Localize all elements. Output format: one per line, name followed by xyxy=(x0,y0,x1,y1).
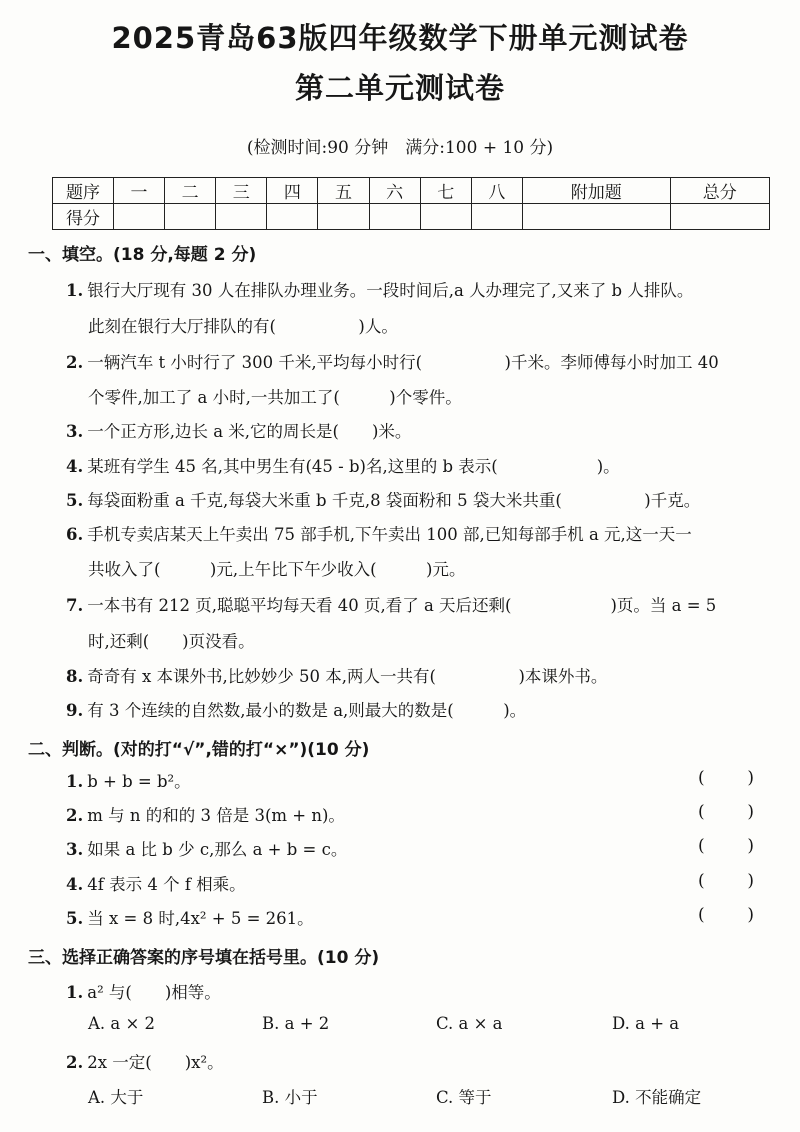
paren-close: ) xyxy=(747,905,754,925)
question-text-continued: 时,还剩( )页没看。 xyxy=(88,632,255,651)
score-table-header-row xyxy=(53,178,770,204)
question-number: 3. xyxy=(66,422,84,441)
judge-item xyxy=(66,871,778,895)
option-b[interactable]: B. 小于 xyxy=(262,1088,318,1107)
question-text: 手机专卖店某天上午卖出 75 部手机,下午卖出 100 部,已知每部手机 a 元,这一天一 xyxy=(87,525,692,544)
question-text: b + b = b²。 xyxy=(87,772,191,791)
answer-paren[interactable] xyxy=(698,905,754,925)
question-text: m 与 n 的和的 3 倍是 3(m + n)。 xyxy=(87,806,345,825)
score-input-cell[interactable] xyxy=(522,204,670,230)
score-row-label: 得分 xyxy=(53,204,114,230)
score-input-cell[interactable] xyxy=(318,204,369,230)
question-number: 6. xyxy=(66,525,84,544)
score-input-cell[interactable] xyxy=(471,204,522,230)
score-cell: 五 xyxy=(318,178,369,204)
judge-item xyxy=(66,802,778,826)
score-input-cell[interactable] xyxy=(670,204,769,230)
paren-open: ( xyxy=(698,836,705,856)
question-item xyxy=(66,418,778,442)
section-heading-multiple-choice: 三、选择正确答案的序号填在括号里。(10 分) xyxy=(28,948,380,968)
option-c[interactable]: C. 等于 xyxy=(436,1088,492,1107)
score-cell: 四 xyxy=(267,178,318,204)
score-input-cell[interactable] xyxy=(114,204,165,230)
paren-open: ( xyxy=(698,802,705,822)
question-text: 如果 a 比 b 少 c,那么 a + b = c。 xyxy=(87,840,348,859)
question-text-continued: 个零件,加工了 a 小时,一共加工了( )个零件。 xyxy=(88,388,462,407)
score-input-cell[interactable] xyxy=(369,204,420,230)
paren-close: ) xyxy=(747,836,754,856)
question-item xyxy=(66,277,778,301)
option-a[interactable]: A. 大于 xyxy=(88,1088,144,1107)
score-cell: 题序 xyxy=(53,178,114,204)
score-cell: 一 xyxy=(114,178,165,204)
question-text: 奇奇有 x 本课外书,比妙妙少 50 本,两人一共有( )本课外书。 xyxy=(87,667,608,686)
judge-item xyxy=(66,905,778,929)
judge-item xyxy=(66,836,778,860)
question-item xyxy=(66,697,778,721)
question-number: 7. xyxy=(66,596,84,615)
question-text-continued: 此刻在银行大厅排队的有( )人。 xyxy=(88,317,398,336)
score-cell: 六 xyxy=(369,178,420,204)
option-a[interactable]: A. a × 2 xyxy=(88,1014,156,1033)
answer-paren[interactable] xyxy=(698,871,754,891)
question-number: 4. xyxy=(66,457,84,476)
question-text: 每袋面粉重 a 千克,每袋大米重 b 千克,8 袋面粉和 5 袋大米共重( )千克。 xyxy=(87,491,701,510)
score-table-score-row xyxy=(53,204,770,230)
page-title: 2025青岛63版四年级数学下册单元测试卷 xyxy=(111,21,689,55)
question-number: 5. xyxy=(66,491,84,510)
question-text: 有 3 个连续的自然数,最小的数是 a,则最大的数是( )。 xyxy=(87,701,527,720)
option-d[interactable]: D. 不能确定 xyxy=(612,1088,702,1107)
paren-open: ( xyxy=(698,905,705,925)
option-c[interactable]: C. a × a xyxy=(436,1014,503,1033)
question-text: 某班有学生 45 名,其中男生有(45 - b)名,这里的 b 表示( )。 xyxy=(87,457,620,476)
paren-open: ( xyxy=(698,768,705,788)
paren-close: ) xyxy=(747,871,754,891)
choice-item xyxy=(66,979,778,1003)
score-cell: 总分 xyxy=(670,178,769,204)
question-text: 4f 表示 4 个 f 相乘。 xyxy=(87,875,246,894)
question-item xyxy=(66,592,778,616)
question-text: 一辆汽车 t 小时行了 300 千米,平均每小时行( )千米。李师傅每小时加工 40 xyxy=(87,353,719,372)
question-number: 1. xyxy=(66,983,84,1002)
answer-paren[interactable] xyxy=(698,768,754,788)
score-input-cell[interactable] xyxy=(420,204,471,230)
question-text-continued: 共收入了( )元,上午比下午少收入( )元。 xyxy=(88,560,466,579)
judge-item xyxy=(66,768,778,792)
score-cell: 附加题 xyxy=(522,178,670,204)
question-item xyxy=(66,453,778,477)
exam-meta: (检测时间:90 分钟 满分:100 + 10 分) xyxy=(246,138,554,158)
page-subtitle: 第二单元测试卷 xyxy=(294,71,505,105)
option-d[interactable]: D. a + a xyxy=(612,1014,680,1033)
question-number: 8. xyxy=(66,667,84,686)
question-text: 2x 一定( )x²。 xyxy=(87,1053,224,1072)
answer-paren[interactable] xyxy=(698,836,754,856)
question-text: a² 与( )相等。 xyxy=(87,983,221,1002)
question-item xyxy=(66,349,778,373)
question-item xyxy=(66,487,778,511)
question-text: 一个正方形,边长 a 米,它的周长是( )米。 xyxy=(87,422,412,441)
question-number: 1. xyxy=(66,772,84,791)
question-number: 9. xyxy=(66,701,84,720)
question-number: 4. xyxy=(66,875,84,894)
question-number: 5. xyxy=(66,909,84,928)
question-number: 2. xyxy=(66,1053,84,1072)
question-number: 3. xyxy=(66,840,84,859)
score-cell: 七 xyxy=(420,178,471,204)
question-text: 银行大厅现有 30 人在排队办理业务。一段时间后,a 人办理完了,又来了 b 人排队。 xyxy=(87,281,694,300)
score-input-cell[interactable] xyxy=(267,204,318,230)
paren-close: ) xyxy=(747,802,754,822)
choice-item xyxy=(66,1049,778,1073)
option-b[interactable]: B. a + 2 xyxy=(262,1014,330,1033)
section-heading-fill-blank: 一、填空。(18 分,每题 2 分) xyxy=(28,245,257,265)
score-cell: 八 xyxy=(471,178,522,204)
question-item xyxy=(66,663,778,687)
question-number: 1. xyxy=(66,281,84,300)
score-table xyxy=(52,177,770,230)
score-cell: 三 xyxy=(216,178,267,204)
section-heading-true-false: 二、判断。(对的打“√”,错的打“×”)(10 分) xyxy=(28,740,370,760)
score-input-cell[interactable] xyxy=(165,204,216,230)
paren-open: ( xyxy=(698,871,705,891)
question-number: 2. xyxy=(66,353,84,372)
question-text: 当 x = 8 时,4x² + 5 = 261。 xyxy=(87,909,314,928)
paren-close: ) xyxy=(747,768,754,788)
question-text: 一本书有 212 页,聪聪平均每天看 40 页,看了 a 天后还剩( )页。当 a = 5 xyxy=(87,596,717,615)
score-input-cell[interactable] xyxy=(216,204,267,230)
answer-paren[interactable] xyxy=(698,802,754,822)
score-cell: 二 xyxy=(165,178,216,204)
question-item xyxy=(66,521,778,545)
question-number: 2. xyxy=(66,806,84,825)
